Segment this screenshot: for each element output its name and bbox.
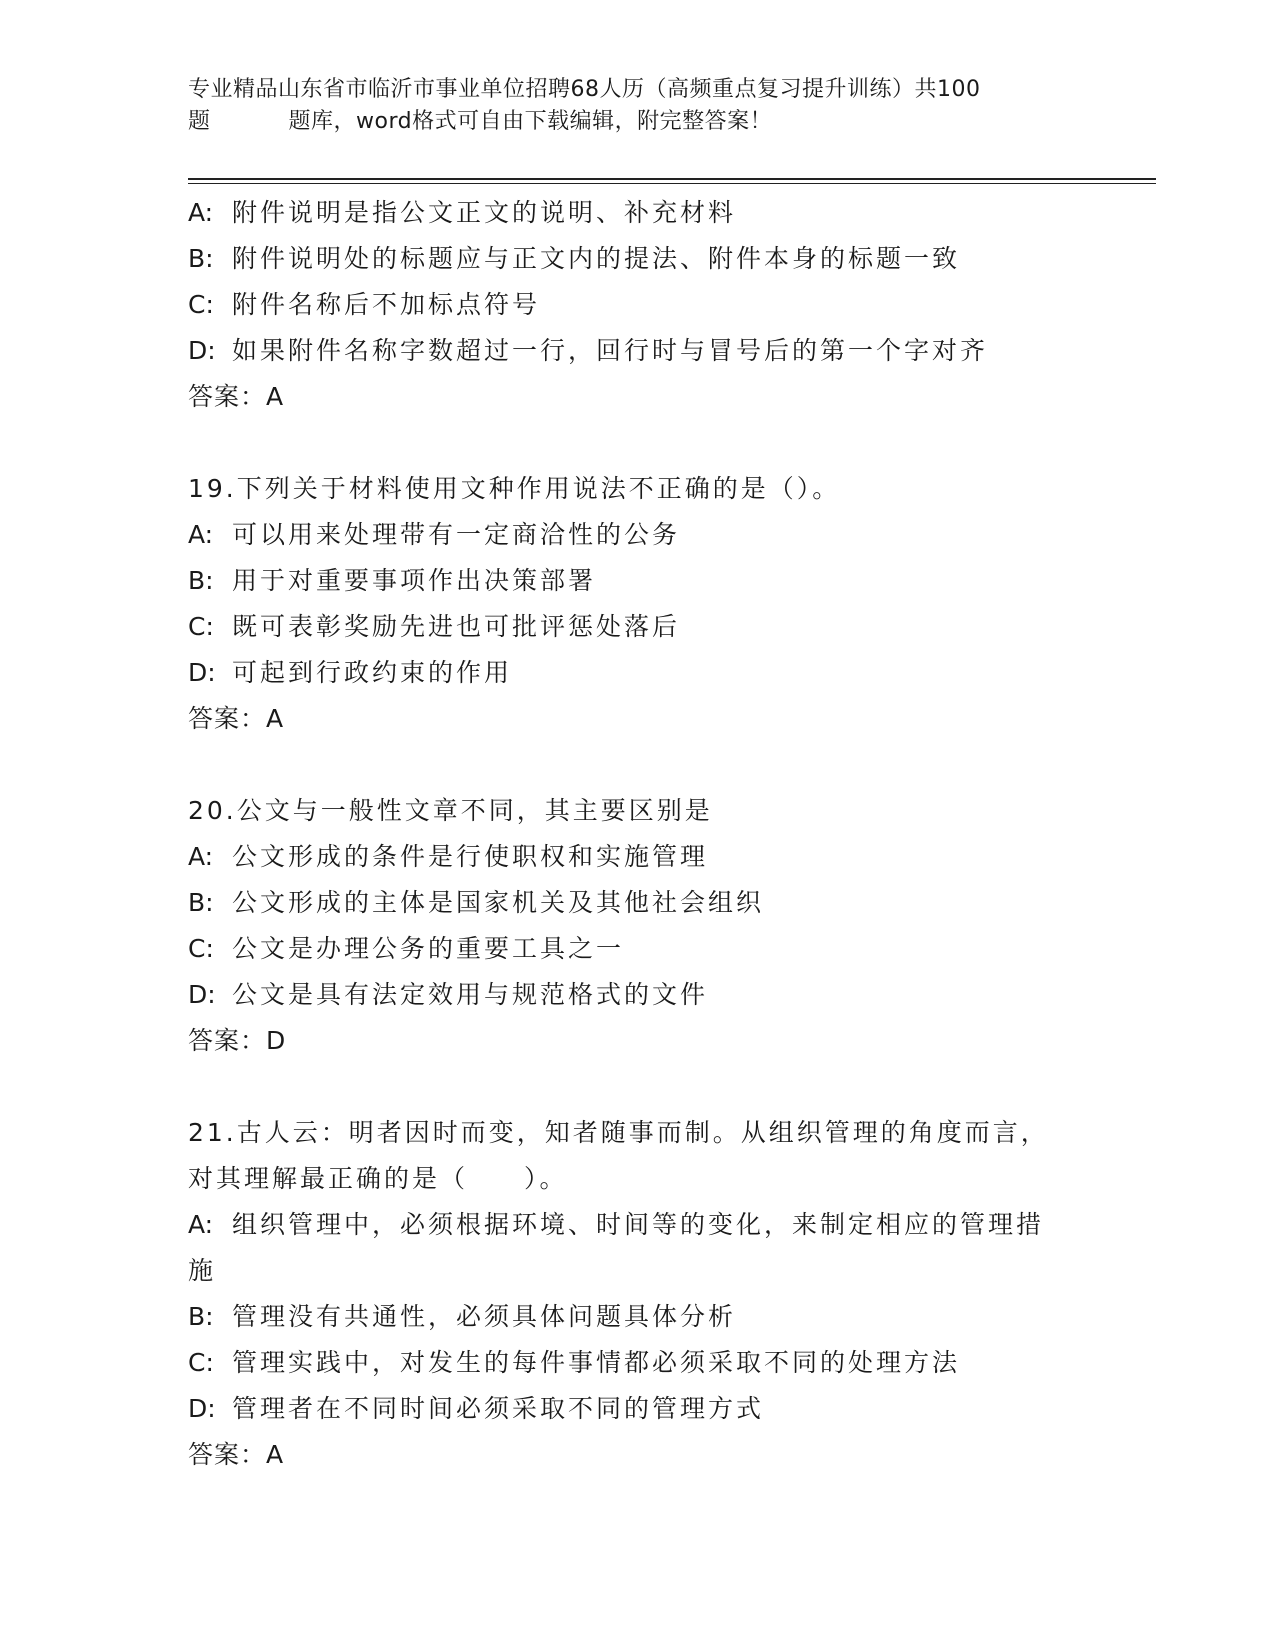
- answer-line: 答案：A: [188, 1440, 285, 1469]
- question-stem-line-1: 21.古人云：明者因时而变，知者随事而制。从组织管理的角度而言，: [188, 1118, 1049, 1147]
- header-line-2-end: 题库，word格式可自由下载编辑，附完整答案！: [288, 109, 773, 134]
- option-a-continued: 施: [188, 1256, 217, 1285]
- question-19: [188, 466, 1088, 742]
- option-a: A: 可以用来处理带有一定商洽性的公务: [188, 520, 681, 549]
- option-b: B: 用于对重要事项作出决策部署: [188, 566, 597, 595]
- option-c: C: 管理实践中，对发生的每件事情都必须采取不同的处理方法: [188, 1348, 961, 1377]
- question-stem: 20.公文与一般性文章不同，其主要区别是: [188, 796, 713, 825]
- option-a: A: 公文形成的条件是行使职权和实施管理: [188, 842, 709, 871]
- option-d: D: 公文是具有法定效用与规范格式的文件: [188, 980, 709, 1009]
- question-21: [188, 1110, 1088, 1478]
- answer-line: 答案：D: [188, 1026, 287, 1055]
- option-d: D: 如果附件名称字数超过一行，回行时与冒号后的第一个字对齐: [188, 336, 989, 365]
- document-header: [188, 74, 1088, 138]
- header-divider-thin: [188, 183, 1156, 184]
- answer-line: 答案：A: [188, 382, 285, 411]
- option-a: A: 组织管理中，必须根据环境、时间等的变化，来制定相应的管理措: [188, 1210, 1045, 1239]
- option-c: C: 附件名称后不加标点符号: [188, 290, 541, 319]
- option-b: B: 附件说明处的标题应与正文内的提法、附件本身的标题一致: [188, 244, 961, 273]
- question-20: [188, 788, 1088, 1064]
- option-b: B: 管理没有共通性，必须具体问题具体分析: [188, 1302, 737, 1331]
- question-stem-line-2: 对其理解最正确的是（ ）。: [188, 1164, 568, 1193]
- question-18-tail: [188, 190, 1088, 420]
- header-line-1: 专业精品山东省市临沂市事业单位招聘68人历（高频重点复习提升训练）共100: [188, 77, 981, 102]
- option-c: C: 公文是办理公务的重要工具之一: [188, 934, 625, 963]
- question-stem: 19.下列关于材料使用文种作用说法不正确的是（）。: [188, 474, 841, 503]
- question-list: [188, 190, 1088, 1478]
- option-a: A: 附件说明是指公文正文的说明、补充材料: [188, 198, 737, 227]
- answer-line: 答案：A: [188, 704, 285, 733]
- header-divider-thick: [188, 178, 1156, 180]
- header-line-2-start: 题: [188, 109, 211, 134]
- option-d: D: 管理者在不同时间必须采取不同的管理方式: [188, 1394, 765, 1423]
- option-c: C: 既可表彰奖励先进也可批评惩处落后: [188, 612, 681, 641]
- option-b: B: 公文形成的主体是国家机关及其他社会组织: [188, 888, 765, 917]
- header-line-2: [188, 106, 1088, 138]
- option-d: D: 可起到行政约束的作用: [188, 658, 513, 687]
